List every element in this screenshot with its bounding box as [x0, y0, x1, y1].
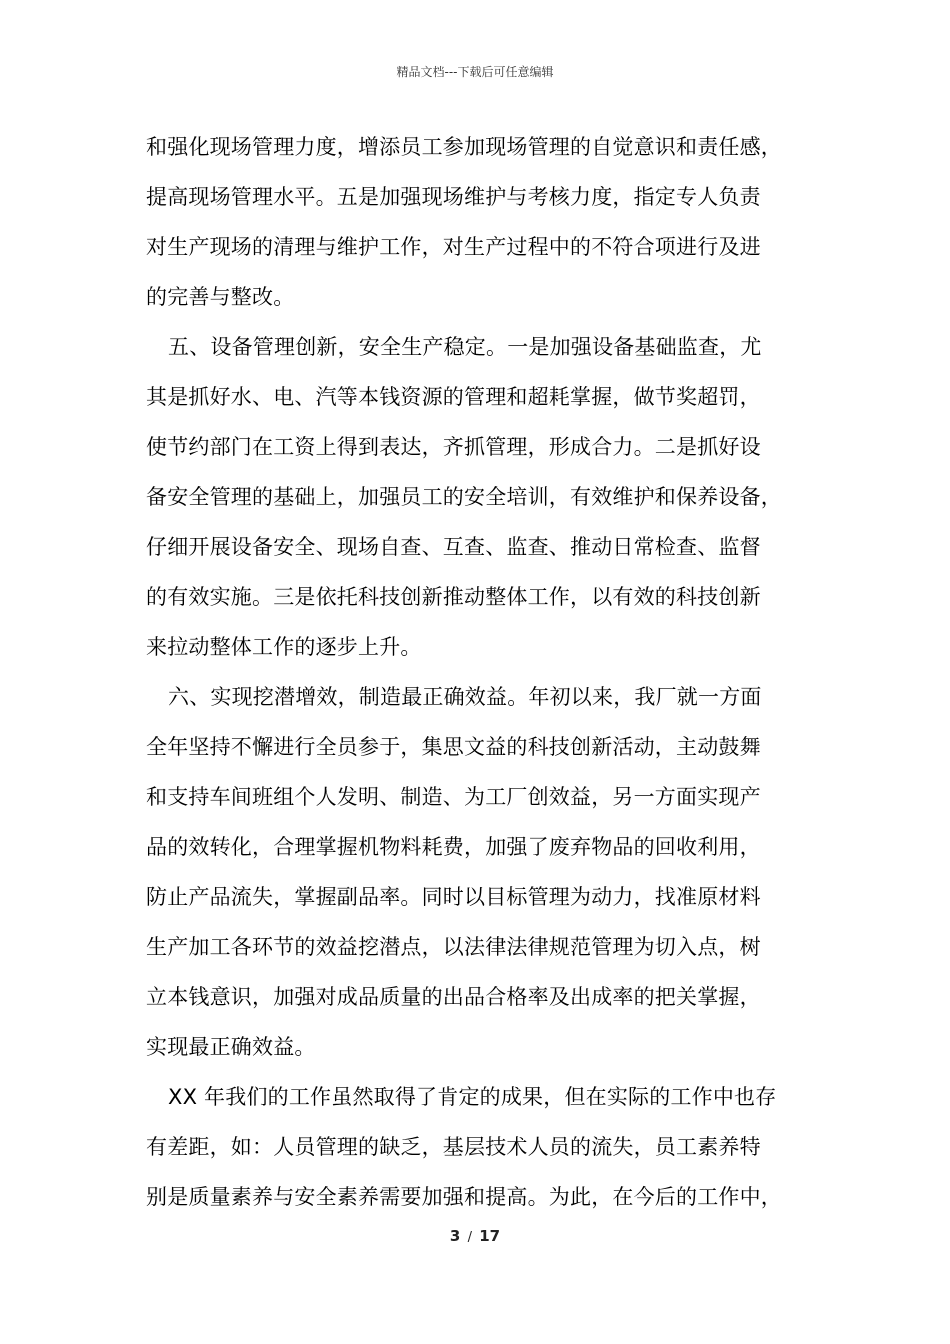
text-line: 备安全管理的基础上，加强员工的安全培训，有效维护和保养设备， — [146, 485, 782, 509]
text-line: 的完善与整改。 — [146, 285, 295, 309]
total-pages-number: 17 — [479, 1227, 501, 1245]
current-page-number: 3 — [449, 1227, 461, 1245]
text-line: 全年坚持不懈进行全员参于，集思文益的科技创新活动，主动鼓舞 — [146, 735, 761, 759]
text-line: 别是质量素养与安全素养需要加强和提高。为此，在今后的工作中， — [146, 1185, 782, 1209]
text-line: 品的效转化，合理掌握机物料耗费，加强了废弃物品的回收利用， — [146, 835, 761, 859]
text-line: 立本钱意识，加强对成品质量的出品合格率及出成率的把关掌握， — [146, 985, 761, 1009]
paragraph-start-line: 六、实现挖潜增效，制造最正确效益。年初以来，我厂就一方面 — [168, 685, 762, 709]
page-header: 精品文档---下载后可任意编辑 — [396, 65, 554, 79]
text-line: 和支持车间班组个人发明、制造、为工厂创效益，另一方面实现产 — [146, 785, 761, 809]
text-line: 仔细开展设备安全、现场自查、互查、监查、推动日常检查、监督 — [146, 535, 761, 559]
text-line: 的有效实施。三是依托科技创新推动整体工作，以有效的科技创新 — [146, 585, 761, 609]
text-line: 实现最正确效益。 — [146, 1035, 316, 1059]
text-line: 提高现场管理水平。五是加强现场维护与考核力度，指定专人负责 — [146, 185, 761, 209]
page-number-separator: / — [467, 1230, 472, 1245]
text-line: 使节约部门在工资上得到表达，齐抓管理，形成合力。二是抓好设 — [146, 435, 761, 459]
text-line: 生产加工各环节的效益挖潜点，以法律法律规范管理为切入点，树 — [146, 935, 761, 959]
text-line: 有差距，如：人员管理的缺乏，基层技术人员的流失，员工素养特 — [146, 1135, 761, 1159]
text-line: 对生产现场的清理与维护工作，对生产过程中的不符合项进行及进 — [146, 235, 761, 259]
page-number — [0, 1226, 950, 1248]
paragraph-start-line: 五、设备管理创新，安全生产稳定。一是加强设备基础监查，尤 — [168, 335, 762, 359]
body-text — [146, 122, 826, 1222]
text-line: 其是抓好水、电、汽等本钱资源的管理和超耗掌握，做节奖超罚， — [146, 385, 761, 409]
paragraph-start-line: XX 年我们的工作虽然取得了肯定的成果，但在实际的工作中也存 — [168, 1085, 777, 1109]
text-line: 和强化现场管理力度，增添员工参加现场管理的自觉意识和责任感， — [146, 135, 782, 159]
text-line: 防止产品流失，掌握副品率。同时以目标管理为动力，找准原材料 — [146, 885, 761, 909]
text-line: 来拉动整体工作的逐步上升。 — [146, 635, 422, 659]
